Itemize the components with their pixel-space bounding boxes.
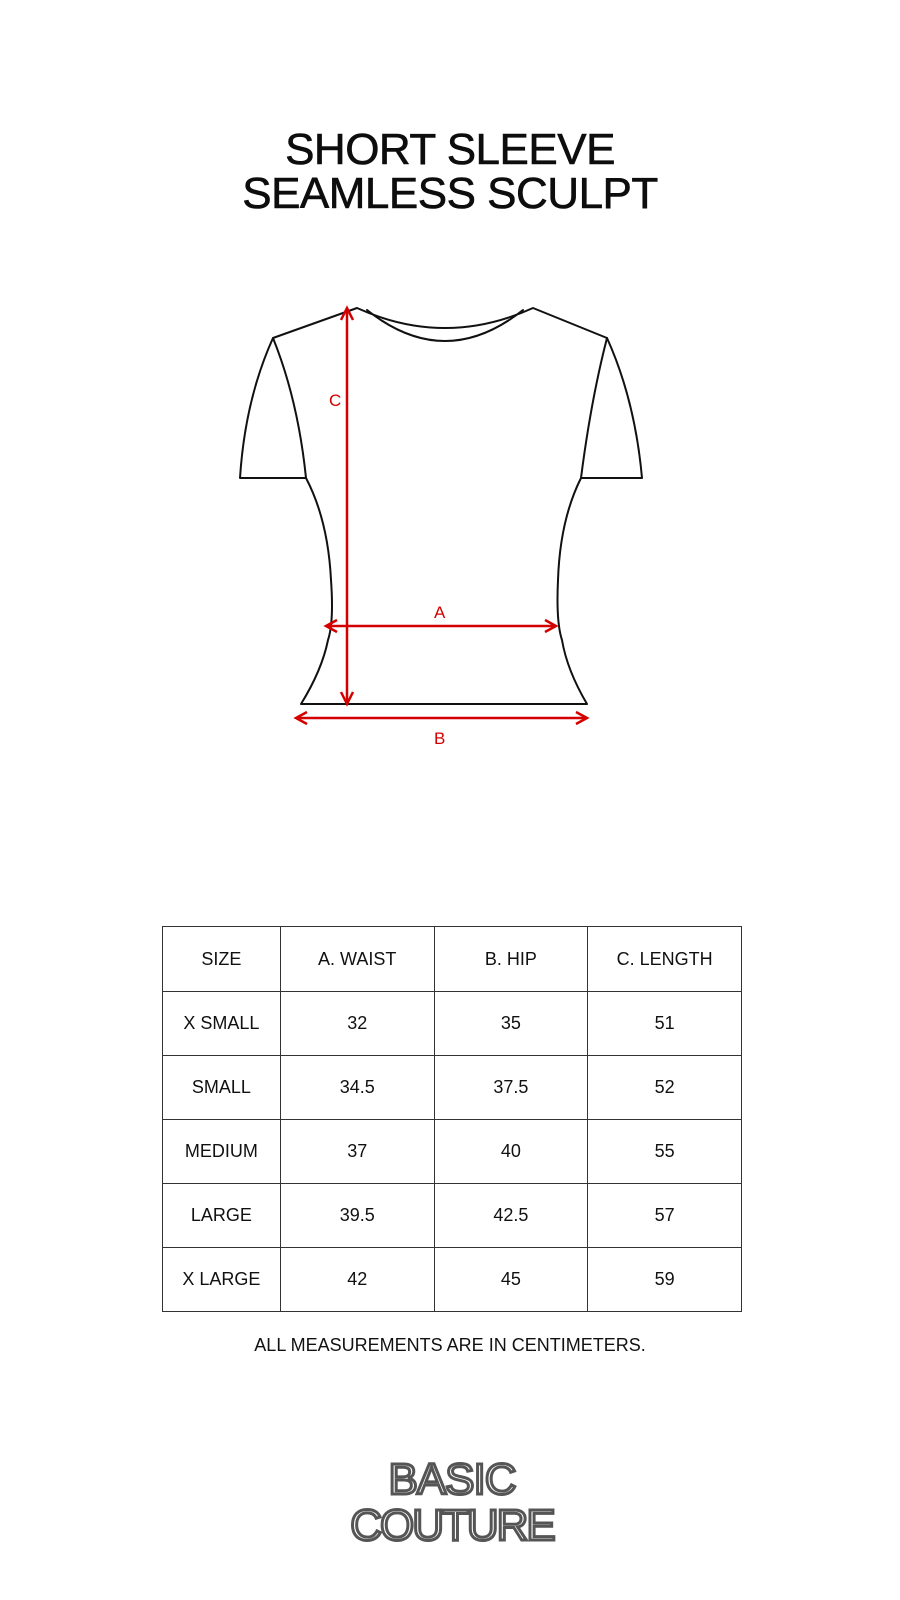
- size-chart-table: [162, 926, 742, 1312]
- length-cell: 51: [588, 992, 742, 1056]
- shirt-left-sleeve-seam: [273, 338, 306, 478]
- brand-logo: [340, 1458, 564, 1543]
- measurement-b-hip: [296, 712, 587, 724]
- shirt-body-outline: [240, 308, 642, 704]
- hip-cell: 37.5: [434, 1056, 588, 1120]
- product-title-line-1: SHORT SLEEVE: [285, 125, 615, 174]
- waist-cell: 39.5: [280, 1184, 434, 1248]
- table-row: [163, 1248, 742, 1312]
- table-row: [163, 992, 742, 1056]
- measurement-label-a: A: [434, 603, 446, 622]
- header-size: SIZE: [163, 927, 281, 992]
- tshirt-outline: [240, 308, 642, 704]
- measurement-label-b: B: [434, 729, 446, 748]
- logo-line-2: COUTURE: [350, 1501, 554, 1543]
- hip-cell: 40: [434, 1120, 588, 1184]
- shirt-right-sleeve-seam: [581, 338, 607, 478]
- product-title-line-2: SEAMLESS SCULPT: [242, 169, 658, 218]
- size-cell: X SMALL: [163, 992, 281, 1056]
- size-cell: LARGE: [163, 1184, 281, 1248]
- waist-cell: 34.5: [280, 1056, 434, 1120]
- header-waist: A. WAIST: [280, 927, 434, 992]
- header-hip: B. HIP: [434, 927, 588, 992]
- product-title: [0, 125, 900, 218]
- hip-cell: 45: [434, 1248, 588, 1312]
- waist-cell: 32: [280, 992, 434, 1056]
- logo-line-1: BASIC: [388, 1458, 516, 1504]
- size-cell: SMALL: [163, 1056, 281, 1120]
- length-cell: 59: [588, 1248, 742, 1312]
- length-cell: 57: [588, 1184, 742, 1248]
- table-row: [163, 1056, 742, 1120]
- garment-measurement-diagram: [230, 290, 670, 770]
- hip-cell: 35: [434, 992, 588, 1056]
- length-cell: 55: [588, 1120, 742, 1184]
- size-chart-header-row: [163, 927, 742, 992]
- hip-cell: 42.5: [434, 1184, 588, 1248]
- table-row: [163, 1120, 742, 1184]
- table-row: [163, 1184, 742, 1248]
- size-cell: X LARGE: [163, 1248, 281, 1312]
- measurement-label-c: C: [329, 391, 342, 410]
- measurement-c-length: [341, 308, 353, 704]
- measurement-unit-note: ALL MEASUREMENTS ARE IN CENTIMETERS.: [254, 1335, 646, 1355]
- header-length: C. LENGTH: [588, 927, 742, 992]
- shirt-neckline-inner: [367, 310, 523, 341]
- size-cell: MEDIUM: [163, 1120, 281, 1184]
- length-cell: 52: [588, 1056, 742, 1120]
- waist-cell: 42: [280, 1248, 434, 1312]
- waist-cell: 37: [280, 1120, 434, 1184]
